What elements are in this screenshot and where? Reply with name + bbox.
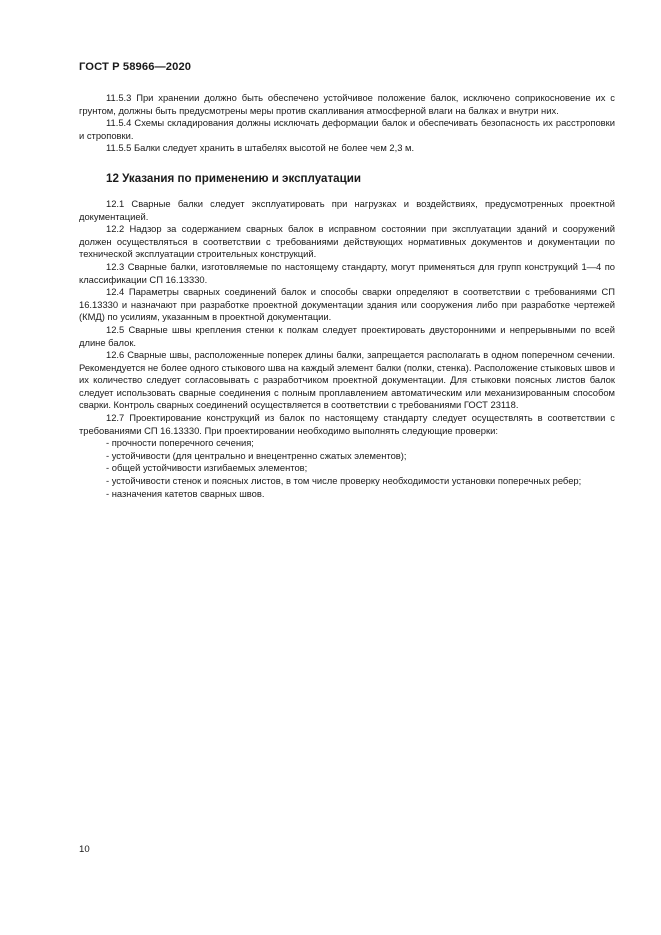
paragraph-12-4: 12.4 Параметры сварных соединений балок и способы сварки определяют в соответствии с требованиями СП 16.13330 и назначают при разработке проектной документации здания или сооружения либо при разработке чертежей (КМД) по усилиям, указанным в проектной документации. <box>79 286 615 323</box>
paragraph-12-3: 12.3 Сварные балки, изготовляемые по настоящему стандарту, могут применяться для групп конструкций 1—4 по классификации СП 16.13330. <box>79 260 615 285</box>
check-item: - назначения катетов сварных швов. <box>106 487 265 499</box>
check-item: - устойчивости стенок и поясных листов, в том числе проверку необходимости установки поперечных ребер; <box>106 475 582 487</box>
document-code: ГОСТ Р 58966—2020 <box>79 61 192 73</box>
document-body <box>79 92 615 500</box>
paragraph-12-6: 12.6 Сварные швы, расположенные поперек длины балки, запрещается располагать в одном поперечном сечении. Рекомендуется не более одного стыкового шва на каждый элемент балки (полки, стенка). Расположение стыковых швов и их количество следует согласовывать с разработчиком проектной документации. Для стыковки поясных листов балок следует использовать сварные соединения с полным проплавлением автоматическим или механизированным способом сварки. Контроль сварных соединений осуществляется в соответствии с требованиями ГОСТ 23118. <box>79 349 615 411</box>
paragraph-12-5: 12.5 Сварные швы крепления стенки к полкам следует проектировать двусторонними и непрерывными по всей длине балок. <box>79 323 615 348</box>
paragraph-12-2: 12.2 Надзор за содержанием сварных балок в исправном состоянии при эксплуатации зданий и сооружений должен осуществляться в соответствии с требованиями действующих нормативных документов и документации по технической эксплуатации строительных конструкций. <box>79 223 615 260</box>
paragraph-11-5-3: 11.5.3 При хранении должно быть обеспечено устойчивое положение балок, исключено соприкосновение их с грунтом, должны быть предусмотрены меры против скапливания атмосферной влаги на балках и внутри них. <box>79 92 615 116</box>
paragraph-11-5-5: 11.5.5 Балки следует хранить в штабелях высотой не более чем 2,3 м. <box>106 142 415 154</box>
check-item: - общей устойчивости изгибаемых элементов; <box>106 462 308 474</box>
section-12-heading: 12 Указания по применению и эксплуатации <box>106 171 362 185</box>
page-number: 10 <box>79 844 90 855</box>
check-item: - устойчивости (для центрально и внецентренно сжатых элементов); <box>106 449 407 461</box>
paragraph-11-5-4: 11.5.4 Схемы складирования должны исключать деформации балок и обеспечивать безопасность их расстроповки и строповки. <box>79 117 615 141</box>
paragraph-12-1: 12.1 Сварные балки следует эксплуатировать при нагрузках и воздействиях, предусмотренных проектной документацией. <box>79 197 615 222</box>
paragraph-12-7: 12.7 Проектирование конструкций из балок по настоящему стандарту следует осуществлять в соответствии с требованиями СП 16.13330. При проектировании необходимо выполнять следующие проверки: <box>79 412 615 436</box>
check-item: - прочности поперечного сечения; <box>106 437 254 449</box>
